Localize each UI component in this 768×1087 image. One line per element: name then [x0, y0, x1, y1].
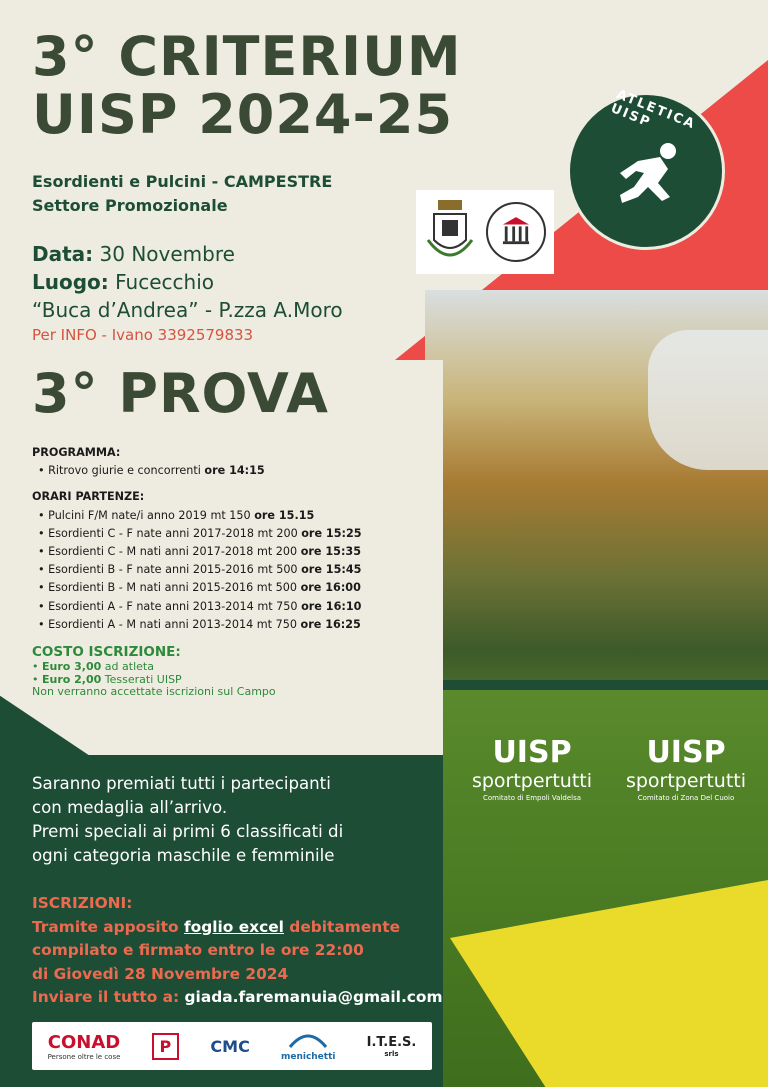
item-text: Esordienti A - F nate anni 2013-2014 mt 750	[48, 599, 302, 613]
costo-item: • Euro 2,00 Tesserati UISP	[32, 672, 182, 686]
item-time: ore 15:25	[301, 526, 362, 540]
list-item	[38, 507, 432, 525]
costo-text: ad atleta	[101, 660, 154, 673]
item-time: ore 15:35	[300, 545, 361, 559]
text: debitamente	[283, 917, 401, 936]
list-item	[38, 462, 432, 480]
item-text: Esordienti A - M nati anni 2013-2014 mt 750	[48, 617, 301, 631]
item-time: ore 15.15	[254, 508, 315, 522]
menichetti-text: menichetti	[280, 1051, 336, 1062]
date-label: Data:	[32, 242, 94, 266]
temple-icon	[488, 204, 544, 260]
premi-line: Premi speciali ai primi 6 classificati di	[32, 822, 344, 841]
cmc-text: CMC	[210, 1036, 250, 1056]
title-line-2: UISP 2024-25	[32, 83, 454, 146]
programma-list	[32, 462, 432, 480]
item-time: ore 16:00	[300, 581, 361, 595]
place-row	[32, 268, 343, 296]
item-text: Ritrovo giurie e concorrenti	[48, 464, 205, 478]
list-item	[38, 616, 432, 634]
costo-header: COSTO ISCRIZIONE:	[32, 644, 181, 660]
iscrizioni-line: compilato e firmato entro le ore 22:00	[32, 941, 364, 959]
item-time: ore 16:25	[300, 617, 361, 631]
photo-sky	[648, 330, 768, 470]
item-text: Esordienti B - M nati anni 2015-2016 mt 500	[48, 581, 301, 595]
iscrizioni-line	[32, 916, 462, 940]
costo-amount: Euro 2,00	[42, 672, 102, 686]
item-time: ore 14:15	[204, 464, 265, 478]
text: Tramite apposito	[32, 917, 184, 936]
item-text: Pulcini F/M nate/i anno 2019 mt 150	[48, 508, 255, 522]
title-line-1: 3° CRITERIUM	[32, 25, 462, 88]
uisp-brand: UISP	[646, 735, 726, 770]
date-value: 30 Novembre	[99, 242, 235, 266]
subtitle-line-2: Settore Promozionale	[32, 196, 228, 215]
iscrizioni-line: di Giovedì 28 Novembre 2024	[32, 964, 289, 983]
list-item	[38, 598, 432, 616]
programma-header: PROGRAMMA:	[32, 446, 121, 459]
conad-text: CONAD	[47, 1031, 121, 1053]
iscrizioni-section	[32, 892, 462, 1010]
iscrizioni-header: ISCRIZIONI:	[32, 894, 133, 912]
item-time: ore 15:45	[301, 563, 362, 577]
uisp-committee: Comitato di Empoli Valdelsa	[482, 794, 582, 802]
item-time: ore 16:10	[301, 599, 362, 613]
costo-amount: Euro 3,00	[42, 660, 102, 673]
place-value: Fucecchio	[115, 270, 214, 294]
premi-line: ogni categoria maschile e femminile	[32, 846, 335, 865]
venue: “Buca d’Andrea” - P.zza A.Moro	[32, 298, 343, 322]
ites-logo	[367, 1035, 417, 1058]
municipal-crest-icon	[424, 196, 476, 268]
date-row	[32, 240, 343, 268]
list-item	[38, 561, 432, 579]
poster-subtitle	[32, 170, 332, 218]
text: Inviare il tutto a:	[32, 988, 185, 1006]
ites-text: I.T.E.S.	[366, 1034, 417, 1050]
premi-text	[32, 772, 442, 868]
email-link[interactable]: giada.faremanuia@gmail.com	[184, 988, 443, 1006]
spacer	[32, 480, 432, 488]
place-label: Luogo:	[32, 270, 109, 294]
menichetti-icon	[288, 1031, 328, 1049]
costo-note: Non verranno accettate iscrizioni sul Campo	[32, 685, 276, 698]
menichetti-logo	[281, 1031, 336, 1062]
prova-heading: 3° PROVA	[32, 362, 329, 425]
uisp-logo-cuoio	[616, 736, 756, 804]
uisp-tagline: sportpertutti	[625, 770, 747, 792]
ites-sub: srls	[384, 1049, 399, 1058]
event-info	[32, 240, 343, 346]
contact-info: Per INFO - Ivano 3392579833	[32, 326, 254, 344]
orari-header: ORARI PARTENZE:	[32, 490, 145, 504]
uisp-committee: Comitato di Zona Del Cuoio	[637, 794, 735, 802]
costo-text: Tesserati UISP	[101, 672, 182, 686]
sponsor-bar	[32, 1022, 432, 1070]
conad-tagline: Persone oltre le cose	[47, 1052, 121, 1061]
list-item	[38, 543, 432, 561]
poster-title	[32, 25, 462, 146]
list-item	[38, 525, 432, 543]
conad-logo	[48, 1032, 121, 1061]
item-text: Esordienti B - F nate anni 2015-2016 mt 500	[48, 563, 302, 577]
item-text: Esordienti C - M nati anni 2017-2018 mt 200	[48, 545, 301, 559]
excel-link[interactable]: foglio excel	[183, 917, 284, 936]
p-logo	[152, 1033, 180, 1060]
iscrizioni-line	[32, 986, 462, 1010]
costo-section	[32, 644, 432, 699]
sponsor-logos-top	[416, 190, 554, 274]
premi-line: con medaglia all’arrivo.	[32, 798, 228, 817]
item-text: Esordienti C - F nate anni 2017-2018 mt 200	[48, 526, 302, 540]
uisp-logo-empoli	[462, 736, 602, 804]
program-section	[32, 444, 432, 634]
cmc-logo	[210, 1037, 249, 1056]
atletica-fucecchio-logo	[486, 202, 546, 262]
uisp-tagline: sportpertutti	[471, 770, 593, 792]
orari-list	[32, 507, 432, 634]
uisp-brand: UISP	[492, 735, 572, 770]
atletica-uisp-badge	[567, 87, 725, 250]
list-item	[38, 579, 432, 597]
runner-icon	[608, 139, 688, 209]
badge-text: ATLETICA UISP	[608, 87, 698, 133]
p-text: P	[159, 1036, 172, 1056]
premi-line: Saranno premiati tutti i partecipanti	[32, 774, 331, 793]
subtitle-line-1: Esordienti e Pulcini - CAMPESTRE	[32, 172, 333, 191]
costo-item: • Euro 3,00 ad atleta	[32, 660, 154, 673]
